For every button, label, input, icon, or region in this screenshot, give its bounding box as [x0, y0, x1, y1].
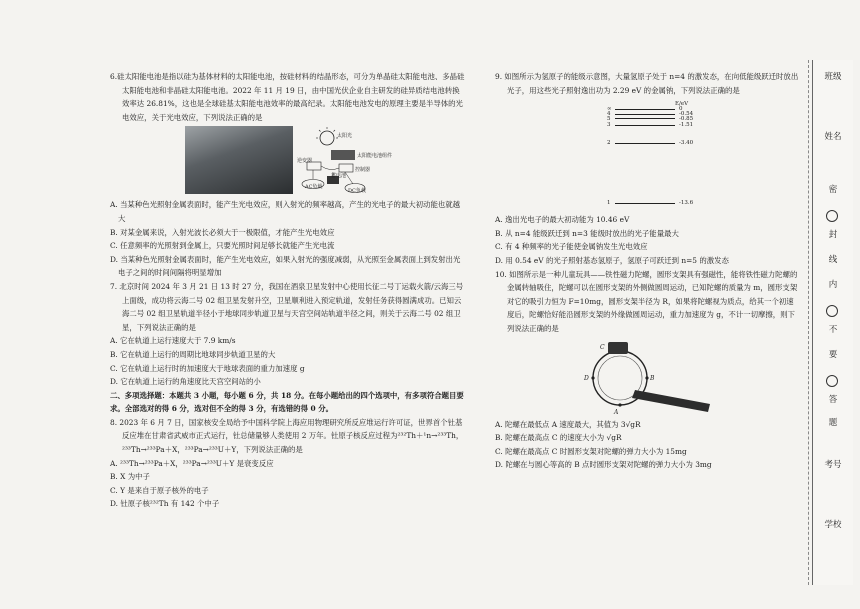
binding-dashed-line [808, 60, 809, 585]
module-label: 太阳能电池组件 [357, 153, 393, 160]
q6-option-b: B. 对某金属来说，入射光波长必须大于一极限值，才能产生光电效应 [110, 227, 335, 237]
left-column [110, 70, 465, 511]
level-5-line [615, 118, 675, 119]
sidebar-inside: 内 [828, 280, 838, 290]
module-icon [331, 150, 355, 160]
q10-option-b: B. 陀螺在最高点 C 的速度大小为 √gR [495, 433, 622, 443]
level-inf-n: ∞ [607, 106, 612, 113]
point-d-label: D [584, 374, 589, 382]
q6-option-d: D. 当某种色光照射金属表面时，能产生光电效应，如果入射光的强度减弱，从光照至金属表面上到发射出光电子之间的时间间隔将明显增加 [110, 254, 461, 278]
sidebar-answer: 答 [828, 395, 838, 405]
q7-stem: 7. 北京时间 2024 年 3 月 21 日 13 时 27 分，我国在酒泉卫星发射中心使用长征二号丁运载火箭/云海三号上面级，成功将云海二号 02 组卫星发射升空，卫星顺利进入预定轨道，发射任务获得圆满成功。已知云海二号 02 组卫星轨道半径小于地球同步轨道卫星与天宫空间站轨道半径之间，则关于云海二号 02 组卫星，下列说法正确的是 [110, 281, 464, 332]
seal-circle-1 [826, 210, 838, 222]
energy-level-diagram [607, 99, 755, 211]
dc-load-label: DC负载 [348, 188, 366, 195]
binding-sidebar [812, 60, 853, 585]
q6-option-a: A. 当某种色光照射金属表面时，能产生光电效应，则入射光的频率越高，产生的光电子的最大初动能也就越大 [110, 200, 461, 223]
battery-label: 蓄电池 [331, 173, 347, 180]
q7-option-b: B. 它在轨道上运行的周期比地球同步轨道卫星的大 [110, 349, 276, 359]
level-4-e: -0.54 [679, 111, 694, 118]
level-1-e: -13.6 [679, 200, 694, 207]
level-4-n: 4 [607, 111, 611, 118]
level-3-e: -1.51 [679, 122, 694, 129]
magnetic-top-figure [580, 338, 720, 416]
q6-option-c: C. 任意频率的光照射到金属上，只要光照时间足够长就能产生光电流 [110, 241, 335, 251]
level-5-e: -0.85 [679, 116, 694, 123]
solar-system-figure [185, 126, 395, 196]
top-spinner-icon [608, 342, 628, 354]
handle-icon [632, 390, 710, 412]
sidebar-not: 不 [828, 325, 838, 335]
q7-option-c: C. 它在轨道上运行时的加速度大于地球表面的重力加速度 g [110, 363, 305, 373]
seal-circle-3 [826, 375, 838, 387]
level-3-line [615, 125, 675, 126]
inverter-label: 逆变器 [297, 158, 313, 165]
q9-option-c: C. 有 4 种频率的光子能使金属钠发生光电效应 [495, 242, 648, 252]
level-inf-e: 0 [679, 106, 683, 113]
level-1-n: 1 [607, 200, 611, 207]
level-2-line [615, 143, 675, 144]
q10-stem: 10. 如图所示是一种儿童玩具——铁性磁力陀螺，圆形支架具有强磁性，能将铁性磁力陀螺的金属转轴吸住，陀螺可以在圆形支架的外侧做圆周运动，已知陀螺的质量为 m，圆形支架对它的吸引力恒为 F=10mg，圆形支架半径为 R，如果将陀螺视为质点，给其一个初速度后，陀螺恰好能沿圆形支架的外缘做圆周运动，重力加速度为 g，不计一切摩擦，则下列说法正确的是 [495, 269, 798, 333]
q7-option-d: D. 它在轨道上运行的角速度比天宫空间站的小 [110, 377, 261, 387]
q9-stem: 9. 如图所示为氢原子的能级示意图，大量氢原子处于 n=4 的激发态，在向低能级跃迁时放出光子，用这些光子照射逸出功为 2.29 eV 的金属钠，下列说法正确的是 [495, 72, 799, 95]
sidebar-seal-2: 封 [828, 230, 838, 240]
q9-option-d: D. 用 0.54 eV 的光子照射基态氢原子，氢原子可跃迁到 n=5 的激发态 [495, 255, 729, 265]
sidebar-class: 班级 [824, 72, 842, 82]
point-b-label: B [650, 374, 655, 382]
q10-option-a: A. 陀螺在最低点 A 速度最大，其值为 3√gR [495, 419, 641, 429]
sidebar-id: 考号 [824, 460, 842, 470]
sun-label: 太阳光 [337, 133, 353, 140]
right-column [495, 70, 800, 472]
section-2-heading: 二、多项选择题：本题共 3 小题，每小题 6 分，共 18 分。在每小题给出的四个选项中，有多项符合题目要求。全部选对的得 6 分，选对但不全的得 3 分，有选错的得 0 分。 [110, 390, 464, 414]
q8-option-a: A. ²³³Th→²³³Pa＋X，²³³Pa→²³³U＋Y 是衰变反应 [110, 458, 274, 468]
q8-option-d: D. 钍原子核²³²Th 有 142 个中子 [110, 499, 220, 509]
point-a-label: A [614, 408, 619, 416]
sidebar-name: 姓名 [824, 132, 842, 142]
sun-icon [320, 131, 334, 145]
q10-option-c: C. 陀螺在最高点 C 时圆形支架对陀螺的弹力大小为 15mg [495, 446, 687, 456]
level-inf-line [615, 109, 675, 110]
ac-load-label: AC负载 [305, 184, 323, 191]
point-c-label: C [600, 343, 605, 351]
sidebar-seal: 密 [828, 185, 838, 195]
q8-option-b: B. X 为中子 [110, 472, 150, 482]
level-4-line [615, 114, 675, 115]
sidebar-line: 线 [828, 255, 838, 265]
seal-circle-2 [826, 305, 838, 317]
sidebar-school: 学校 [824, 520, 842, 530]
q8-option-c: C. Y 是来自于原子核外的电子 [110, 485, 209, 495]
energy-unit-label: E/eV [675, 101, 689, 108]
controller-label: 控制器 [355, 167, 371, 174]
q9-option-b: B. 从 n=4 能级跃迁到 n=3 能级时放出的光子能量最大 [495, 228, 679, 238]
level-2-e: -3.40 [679, 140, 694, 147]
q10-option-d: D. 陀螺在与圆心等高的 B 点时圆形支架对陀螺的弹力大小为 3mg [495, 460, 712, 470]
sidebar-want: 要 [828, 350, 838, 360]
q9-option-a: A. 逸出光电子的最大初动能为 10.46 eV [495, 215, 630, 225]
q8-stem: 8. 2023 年 6 月 7 日，国家核安全局给予中国科学院上海应用物理研究所反应堆运行许可证，世界首个钍基反应堆在甘肃省武威市正式运行，钍总储量够人类使用 2 万年。钍原子核反应过程为²³²Th＋¹n→²³³Th，²³³Th→²³³Pa＋X，²³³Pa→²³³U＋Y，下列说法正确的是 [110, 417, 464, 455]
sidebar-question: 题 [828, 418, 838, 428]
level-3-n: 3 [607, 122, 611, 129]
q7-option-a: A. 它在轨道上运行速度大于 7.9 km/s [110, 336, 236, 346]
q6-stem: 6.硅太阳能电池是指以硅为基体材料的太阳能电池，按硅材料的结晶形态，可分为单晶硅太阳能电池、多晶硅太阳能电池和非晶硅太阳能电池。2022 年 11 月 19 日，由中国光伏企业自主研发的硅异质结电池转换效率达 26.81%，这也是全球硅基太阳能电池效率的最高纪录。太阳能电池发电的原理主要是半导体的光电效应，关于光电效应，下列说法正确的是 [110, 72, 465, 122]
level-1-line [615, 203, 675, 204]
level-5-n: 5 [607, 116, 611, 123]
level-2-n: 2 [607, 140, 611, 147]
